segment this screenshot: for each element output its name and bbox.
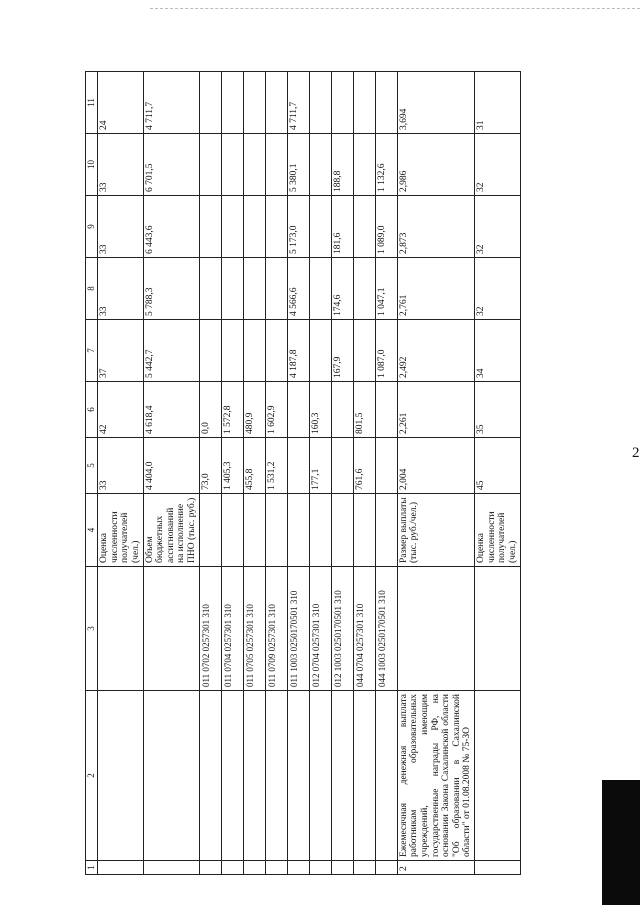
value-cell: 1 572,8 [221, 382, 243, 438]
value-cell: 2,986 [397, 134, 474, 196]
table-row [221, 72, 243, 875]
table-row [243, 72, 265, 875]
value-cell: 32 [475, 196, 521, 258]
value-cell: 1 047,1 [375, 258, 397, 320]
value-cell [221, 134, 243, 196]
value-cell: 6 701,5 [143, 134, 199, 196]
value-cell [353, 258, 375, 320]
value-cell [221, 196, 243, 258]
value-cell: 2,261 [397, 382, 474, 438]
table-row [475, 72, 521, 875]
value-cell [353, 134, 375, 196]
row-number-cell [353, 861, 375, 875]
header-cell: 7 [86, 320, 98, 382]
value-cell [199, 134, 221, 196]
description-cell [199, 691, 221, 861]
budget-code-cell [475, 567, 521, 691]
value-cell: 801,5 [353, 382, 375, 438]
header-cell: 6 [86, 382, 98, 438]
row-number-cell [221, 861, 243, 875]
value-cell [375, 382, 397, 438]
table-row [331, 72, 353, 875]
row-number-cell [287, 861, 309, 875]
description-cell [98, 691, 144, 861]
value-cell: 4 187,8 [287, 320, 309, 382]
row-number-cell [143, 861, 199, 875]
description-cell [309, 691, 331, 861]
table-row [353, 72, 375, 875]
budget-code-cell: 012 0704 0257301 310 [309, 567, 331, 691]
value-cell [243, 134, 265, 196]
header-cell: 10 [86, 134, 98, 196]
value-cell: 5 380,1 [287, 134, 309, 196]
row-number-cell [375, 861, 397, 875]
indicator-cell [331, 494, 353, 567]
value-cell: 45 [475, 438, 521, 494]
value-cell [199, 258, 221, 320]
value-cell: 1 132,6 [375, 134, 397, 196]
value-cell [353, 196, 375, 258]
description-cell [143, 691, 199, 861]
value-cell: 2,761 [397, 258, 474, 320]
budget-table [85, 71, 521, 875]
row-number-cell: 2 [397, 861, 474, 875]
value-cell [265, 258, 287, 320]
indicator-cell [221, 494, 243, 567]
value-cell: 1 531,2 [265, 438, 287, 494]
value-cell: 5 173,0 [287, 196, 309, 258]
row-number-cell [243, 861, 265, 875]
value-cell [243, 258, 265, 320]
indicator-cell: Оценка численности получателей (чел.) [475, 494, 521, 567]
value-cell: 455,8 [243, 438, 265, 494]
indicator-cell: Оценка численности получателей (чел.) [98, 494, 144, 567]
indicator-cell [309, 494, 331, 567]
value-cell: 2,873 [397, 196, 474, 258]
description-cell [375, 691, 397, 861]
value-cell: 177,1 [309, 438, 331, 494]
value-cell: 32 [475, 258, 521, 320]
table-row [287, 72, 309, 875]
table-row [309, 72, 331, 875]
budget-code-cell: 011 0704 0257301 310 [221, 567, 243, 691]
description-cell [243, 691, 265, 861]
budget-code-cell: 011 0705 0257301 310 [243, 567, 265, 691]
value-cell: 4 566,6 [287, 258, 309, 320]
row-number-cell [265, 861, 287, 875]
value-cell: 4 618,4 [143, 382, 199, 438]
value-cell [221, 320, 243, 382]
description-cell [265, 691, 287, 861]
description-cell [353, 691, 375, 861]
value-cell: 33 [98, 134, 144, 196]
description-cell [475, 691, 521, 861]
indicator-cell: Объем бюджетных ассигнований на исполнение ПНО (тыс. руб.) [143, 494, 199, 567]
value-cell: 188,8 [331, 134, 353, 196]
value-cell [331, 382, 353, 438]
table-row [199, 72, 221, 875]
value-cell: 31 [475, 72, 521, 134]
value-cell [309, 134, 331, 196]
header-cell: 3 [86, 567, 98, 691]
row-number-cell [331, 861, 353, 875]
value-cell: 181,6 [331, 196, 353, 258]
table-row [397, 72, 474, 875]
value-cell [265, 320, 287, 382]
row-number-cell [98, 861, 144, 875]
value-cell: 1 087,0 [375, 320, 397, 382]
table-row [98, 72, 144, 875]
value-cell [353, 320, 375, 382]
value-cell: 1 602,9 [265, 382, 287, 438]
value-cell: 42 [98, 382, 144, 438]
budget-code-cell: 011 1003 0250170501 310 [287, 567, 309, 691]
value-cell: 34 [475, 320, 521, 382]
value-cell [243, 320, 265, 382]
budget-code-cell [143, 567, 199, 691]
value-cell [375, 72, 397, 134]
indicator-cell [353, 494, 375, 567]
value-cell [221, 258, 243, 320]
value-cell [309, 320, 331, 382]
header-cell: 1 [86, 861, 98, 875]
description-cell [287, 691, 309, 861]
value-cell: 174,6 [331, 258, 353, 320]
header-cell: 2 [86, 691, 98, 861]
header-cell: 5 [86, 438, 98, 494]
value-cell [243, 72, 265, 134]
table-row [375, 72, 397, 875]
header-row [86, 72, 98, 875]
value-cell: 3,694 [397, 72, 474, 134]
value-cell: 4 711,7 [143, 72, 199, 134]
value-cell: 167,9 [331, 320, 353, 382]
value-cell: 1 089,0 [375, 196, 397, 258]
indicator-cell [265, 494, 287, 567]
budget-code-cell: 011 0709 0257301 310 [265, 567, 287, 691]
value-cell: 73,0 [199, 438, 221, 494]
value-cell: 33 [98, 196, 144, 258]
value-cell [309, 72, 331, 134]
value-cell: 480,9 [243, 382, 265, 438]
description-cell [221, 691, 243, 861]
budget-code-cell: 012 1003 0250170501 310 [331, 567, 353, 691]
value-cell: 5 442,7 [143, 320, 199, 382]
indicator-cell [287, 494, 309, 567]
description-cell [331, 691, 353, 861]
value-cell [309, 258, 331, 320]
header-cell: 9 [86, 196, 98, 258]
description-cell: Ежемесячная денежная выплата работникам образовательных учреждений, имеющим государственные награды РФ, на основании Закона Сахалинской области "Об образовании в Сахалинской области" от 01.08.2008 № 75-ЗО [397, 691, 474, 861]
header-cell: 8 [86, 258, 98, 320]
value-cell: 33 [98, 258, 144, 320]
value-cell [353, 72, 375, 134]
value-cell: 37 [98, 320, 144, 382]
value-cell: 6 443,6 [143, 196, 199, 258]
indicator-cell [243, 494, 265, 567]
scan-edge-blot [602, 780, 640, 905]
table-row [265, 72, 287, 875]
value-cell [309, 196, 331, 258]
value-cell [199, 72, 221, 134]
indicator-cell: Размер выплаты (тыс. руб./чел.) [397, 494, 474, 567]
value-cell: 32 [475, 134, 521, 196]
budget-code-cell: 044 1003 0250170501 310 [375, 567, 397, 691]
value-cell [265, 134, 287, 196]
table-row [143, 72, 199, 875]
value-cell [265, 72, 287, 134]
value-cell [287, 438, 309, 494]
value-cell [199, 196, 221, 258]
indicator-cell [199, 494, 221, 567]
value-cell: 1 405,3 [221, 438, 243, 494]
value-cell: 4 404,0 [143, 438, 199, 494]
row-number-cell [309, 861, 331, 875]
budget-code-cell [397, 567, 474, 691]
value-cell: 160,3 [309, 382, 331, 438]
row-number-cell [199, 861, 221, 875]
value-cell [331, 438, 353, 494]
value-cell: 35 [475, 382, 521, 438]
row-number-cell [475, 861, 521, 875]
value-cell: 2,492 [397, 320, 474, 382]
budget-code-cell: 044 0704 0257301 310 [353, 567, 375, 691]
value-cell: 761,6 [353, 438, 375, 494]
value-cell: 2,004 [397, 438, 474, 494]
value-cell: 0,0 [199, 382, 221, 438]
value-cell [265, 196, 287, 258]
value-cell: 33 [98, 438, 144, 494]
value-cell [287, 382, 309, 438]
page-number: 2 [632, 445, 640, 461]
budget-code-cell [98, 567, 144, 691]
value-cell [331, 72, 353, 134]
indicator-cell [375, 494, 397, 567]
value-cell [221, 72, 243, 134]
value-cell: 24 [98, 72, 144, 134]
budget-code-cell: 011 0702 0257301 310 [199, 567, 221, 691]
value-cell [375, 438, 397, 494]
value-cell [243, 196, 265, 258]
header-cell: 4 [86, 494, 98, 567]
value-cell [199, 320, 221, 382]
header-cell: 11 [86, 72, 98, 134]
value-cell: 5 788,3 [143, 258, 199, 320]
value-cell: 4 711,7 [287, 72, 309, 134]
